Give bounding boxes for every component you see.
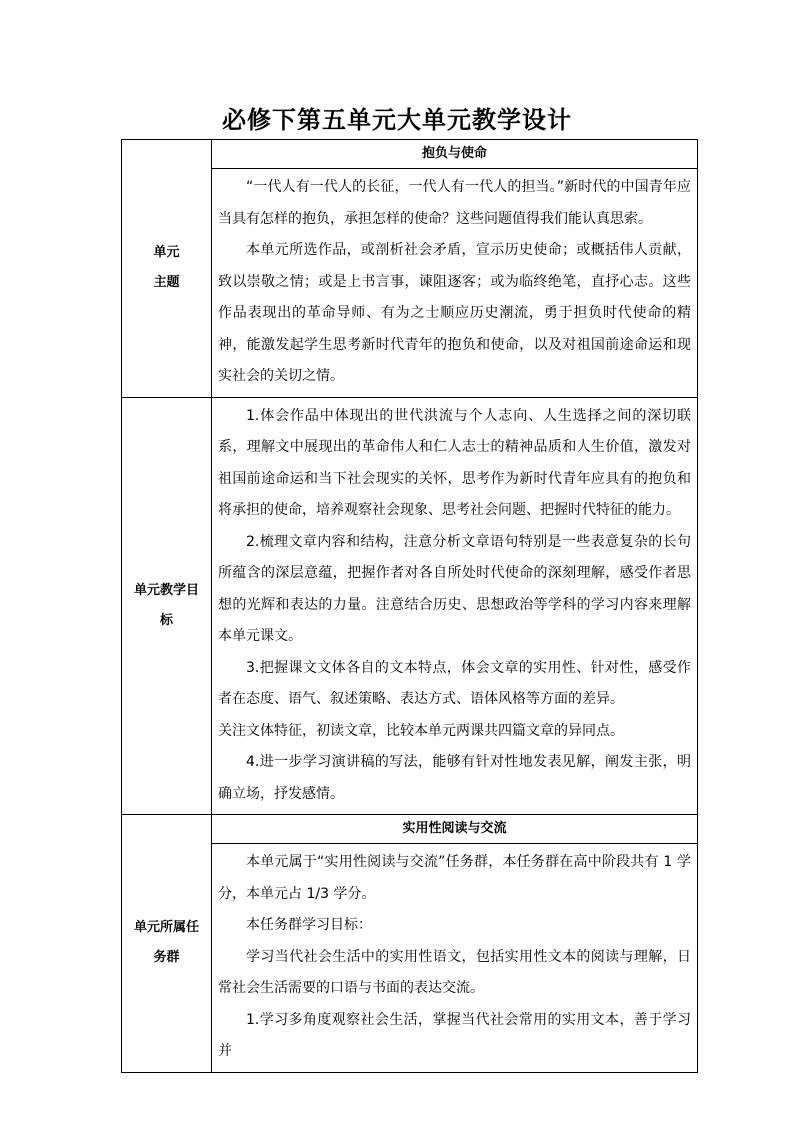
label-task-group: 单元所属任 务群 xyxy=(122,815,212,1073)
row-goals xyxy=(122,397,698,815)
cell-task-content xyxy=(212,844,698,1073)
label-unit-theme: 单元 主题 xyxy=(122,140,212,398)
goal-paragraph-1: 1.体会作品中体现出的世代洪流与个人志向、人生选择之间的深切联系，理解文中展现出的革命伟人和仁人志士的精神品质和人生价值，激发对祖国前途命运和当下社会现实的关怀，思考作为新时代青年应具有的抱负和将承担的使命，培养观察社会现象、思考社会问题、把握时代特征的能力。 xyxy=(218,407,691,518)
cell-task-subtitle xyxy=(212,815,698,844)
task-paragraph-4: 1.学习多角度观察社会生活，掌握当代社会常用的实用文本，善于学习并 xyxy=(218,1011,691,1059)
lesson-plan-table xyxy=(121,139,698,1073)
cell-theme-subtitle xyxy=(212,140,698,169)
page-title: 必修下第五单元大单元教学设计 xyxy=(222,105,572,134)
task-subtitle: 实用性阅读与交流 xyxy=(402,821,507,836)
theme-subtitle: 抱负与使命 xyxy=(421,146,487,161)
goal-paragraph-3: 3.把握课文文体各自的文本特点，体会文章的实用性、针对性，感受作者在态度、语气、叙述策略、表达方式、语体风格等方面的差异。 xyxy=(218,659,691,707)
task-paragraph-2: 本任务群学习目标： xyxy=(246,917,372,933)
theme-paragraph-2: 本单元所选作品，或剖析社会矛盾，宣示历史使命；或概括伟人贡献，致以崇敬之情；或是上书言事，谏阻逐客；或为临终绝笔，直抒心志。这些作品表现出的革命导师、有为之士顺应历史潮流，勇于担负时代使命的精神，能激发起学生思考新时代青年的抱负和使命，以及对祖国前途命运和现实社会的关切之情。 xyxy=(218,242,691,384)
row-theme-subtitle xyxy=(122,140,698,169)
goal-paragraph-4: 关注文体特征，初读文章，比较本单元两课共四篇文章的异同点。 xyxy=(218,722,624,739)
label-teaching-goals: 单元教学目 标 xyxy=(122,397,212,815)
goal-paragraph-2: 2.梳理文章内容和结构，注意分析文章语句特别是一些表意复杂的长句所蕴含的深层意蕴，把握作者对各自所处时代使命的深刻理解，感受作者思想的光辉和表达的力量。注意结合历史、思想政治等学科的学习内容来理解本单元课文。 xyxy=(218,533,691,644)
task-paragraph-1: 本单元属于“实用性阅读与交流”任务群，本任务群在高中阶段共有 1 学分，本单元占 1/3 学分。 xyxy=(218,854,691,902)
goal-paragraph-5: 4.进一步学习演讲稿的写法，能够有针对性地发表见解，阐发主张，明确立场，抒发感情。 xyxy=(218,754,691,802)
cell-theme-content xyxy=(212,169,698,398)
task-paragraph-3: 学习当代社会生活中的实用性语文，包括实用性文本的阅读与理解，日常社会生活需要的口语与书面的表达交流。 xyxy=(218,948,691,996)
cell-goals-content xyxy=(212,397,698,815)
theme-paragraph-1: “一代人有一代人的长征，一代人有一代人的担当。”新时代的中国青年应当具有怎样的抱负，承担怎样的使命？这些问题值得我们能认真思索。 xyxy=(218,179,691,227)
row-task-subtitle xyxy=(122,815,698,844)
